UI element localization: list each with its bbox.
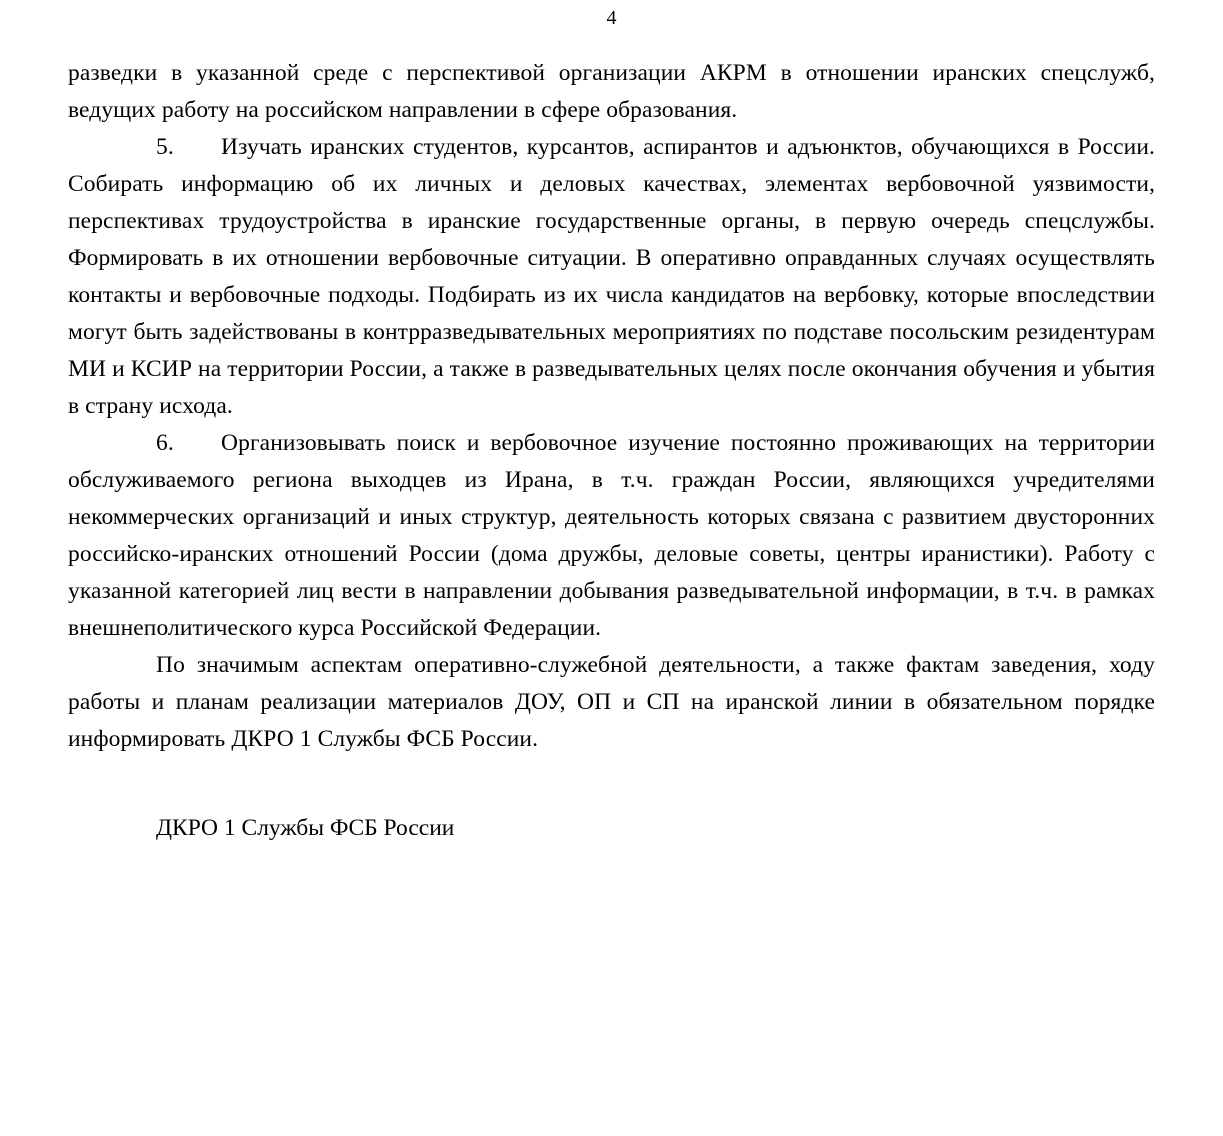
- paragraph-closing: По значимым аспектам оперативно-служебной деятельности, а также фактам заведения, ходу работы и планам реализации материалов ДОУ, ОП и СП на иранской линии в обязательном порядке информировать ДКРО 1 Службы ФСБ России.: [68, 652, 1155, 752]
- document-body: [68, 55, 1155, 847]
- paragraph-item-5: 5. Изучать иранских студентов, курсантов, аспирантов и адъюнктов, обучающихся в России. Собирать информацию об их личных и деловых качествах, элементах вербовочной уязвимости, перспективах трудоустройства в иранские государственные органы, в первую очередь спецслужбы. Формировать в их отношении вербовочные ситуации. В оперативно оправданных случаях осуществлять контакты и вербовочные подходы. Подбирать из их числа кандидатов на вербовку, которые впоследствии могут быть задействованы в контрразведывательных мероприятиях по подставе посольским резидентурам МИ и КСИР на территории России, а также в разведывательных целях после окончания обучения и убытия в страну исхода.: [68, 134, 1155, 419]
- paragraph-continuation: разведки в указанной среде с перспективой организации АКРМ в отношении иранских спецслужб, ведущих работу на российском направлении в сфере образования.: [68, 60, 1155, 123]
- page-number: 4: [606, 7, 617, 29]
- signature-line: ДКРО 1 Службы ФСБ России: [156, 815, 455, 841]
- paragraph-item-6: 6. Организовывать поиск и вербовочное изучение постоянно проживающих на территории обслуживаемого региона выходцев из Ирана, в т.ч. граждан России, являющихся учредителями некоммерческих организаций и иных структур, деятельность которых связана с развитием двусторонних российско-иранских отношений России (дома дружбы, деловые советы, центры ираниcтики). Работу с указанной категорией лиц вести в направлении добывания разведывательной информации, в т.ч. в рамках внешнеполитического курса Российской Федерации.: [68, 430, 1155, 641]
